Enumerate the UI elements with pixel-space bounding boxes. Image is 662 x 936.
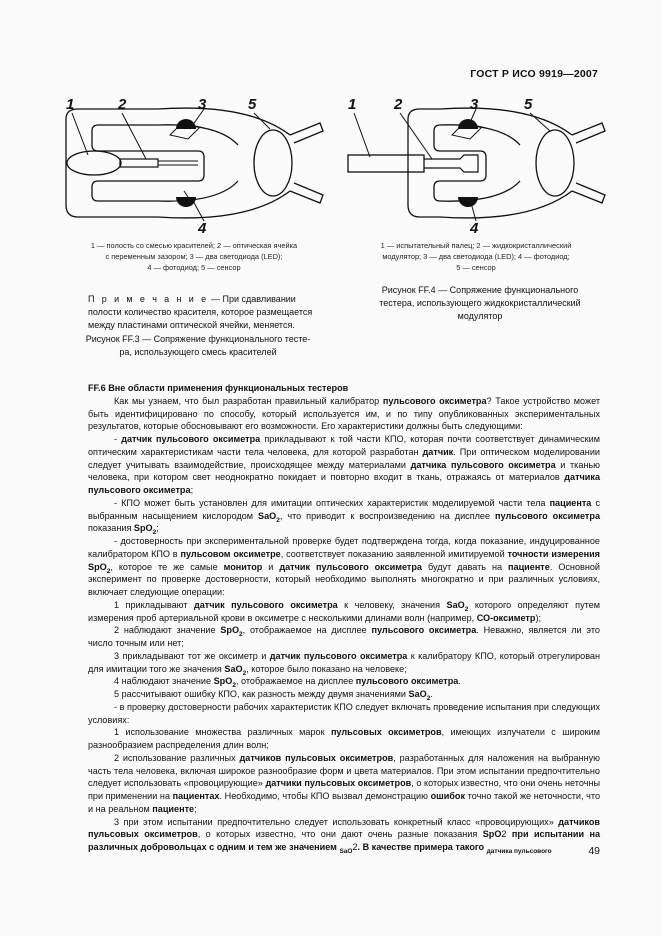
paragraph: 5 рассчитывают ошибку КПО, как разность между двумя значениями SaO$_2$.	[114, 689, 433, 702]
document-header: ГОСТ Р ИСО 9919—2007	[470, 68, 598, 80]
fig4-label-5: 5	[524, 96, 533, 113]
paragraph: 4 наблюдают значение SpO$_2$, отображаемое на дисплее пульсового оксиметра.	[114, 676, 461, 690]
figure-ff3-diagram	[58, 95, 328, 245]
paragraph: - в проверку достоверности рабочих характеристик КПО следует включать проведение испытания при следующих условиях:	[88, 701, 600, 725]
paragraph: 2 наблюдают значение SpO$_2$, отображаемое на дисплее пульсового оксиметра. Неважно, является ли это число точным или нет;	[88, 625, 600, 648]
paragraph: - КПО может быть установлен для имитации оптических характеристик моделируемой части тела пациента с выбранным насыщением кислородом SaO$_2$, что приводит к воспроизведению на дисплее пульсового оксиметра показания SpO$_2$;	[88, 497, 600, 537]
paragraph: - датчик пульсового оксиметра прикладывают к той части КПО, которая почти соответствует динамическим оптическим характеристикам части тела человека, для которой разработан датчик. При оптическом моделировании следует учитывать взаимодействие, происходящее между материалами датчика пульсового оксиметра и тканью человека, при котором свет неоднократно покидает и повторно входит в ткань, отражаясь от материалов датчика пульсового оксиметра;	[88, 434, 600, 495]
fig4-label-4: 4	[470, 220, 479, 237]
section-heading: FF.6 Вне области применения функциональных тестеров	[88, 383, 349, 393]
fig3-label-5: 5	[248, 96, 257, 113]
figure-ff4-diagram	[340, 95, 610, 245]
paragraph: 1 использование множества различных марок пульсовых оксиметров, имеющих излучатели с широким разнообразием распределения длин волн;	[88, 727, 600, 750]
page-number: 49	[588, 845, 600, 857]
fig4-label-2: 2	[394, 96, 403, 113]
fig4-label-3: 3	[470, 96, 479, 113]
fig3-label-4: 4	[198, 220, 207, 237]
paragraph: 2 использование различных датчиков пульсовых оксиметров, разработанных для наложения на выбранную часть тела человека, включая широкое разнообразие форм и цвета материалов. При этом испытании предпочтительно следует использовать «провоцирующие» датчики пульсовых оксиметров, о которых известно, что они очень неточны при применении на пациентах. Необходимо, чтобы КПО вызвал демонстрацию ошибок точно такой же неточности, что и на реальном пациенте;	[88, 752, 601, 814]
paragraph: 3 при этом испытании предпочтительно следует использовать конкретный класс «провоцирующих» датчиков пульсовых оксиметров, о которых известно, что они дают очень разные показания SpO2 при испытании на различных добровольцах с одним и тем же значением $_{SaO}$2. В качестве примера такого $_{датчика пульсового}$	[88, 816, 601, 855]
fig3-label-1: 1	[66, 96, 75, 113]
paragraph: 3 прикладывают тот же оксиметр и датчик пульсового оксиметра к калибратору КПО, который отрегулирован для имитации того же значения SaO$_2$, которое было показано на человеке;	[88, 650, 601, 677]
figure4-caption: Рисунок FF.4 — Сопряжение функционального тестера, использующего жидкокристаллический модулятор	[379, 285, 581, 321]
figure4-legend: 1 — испытательный палец; 2 — жидкокристаллический модулятор; 3 — два светодиода (LED); 4 — фотодиод; 5 — сенсор	[380, 241, 572, 272]
paragraph: 1 прикладывают датчик пульсового оксиметра к человеку, значения SaO$_2$ которого определяют путем измерения проб артериальной крови в оксиметре с несколькими длинами волн (например, СО-оксиметр);	[88, 599, 600, 623]
figure3-legend: 1 — полость со смесью красителей; 2 — оптическая ячейка с переменным зазором; 3 — два светодиода (LED); 4 — фотодиод; 5 — сенсор	[90, 241, 298, 272]
body-text	[88, 382, 600, 854]
fig4-label-1: 1	[348, 96, 357, 113]
figure3-note: П р и м е ч а н и е — При сдавливании полости количество красителя, которое размещается между пластинами оптической ячейки, меняется.	[88, 294, 313, 330]
paragraph: - достоверность при экспериментальной проверке будет подтверждена тогда, когда показание, индуцированное калибратором КПО в пульсовом оксиметре, соответствует показанию заявленной имитируемой точности измерения SpO$_2$, которое те же самые монитор и датчик пульсового оксиметра будут давать на пациенте. Основной эксперимент по проверке достоверности, который необходимо выполнять многократно и при различных условиях, включает следующие операции:	[88, 536, 601, 597]
paragraph: Как мы узнаем, что был разработан правильный калибратор пульсового оксиметра? Такое устройство может быть идентифицировано по способу, который используется им, и по типу опубликованных экспериментальных результатов, которые обосновывают его возможности. Его характеристики должны быть следующими:	[88, 395, 600, 432]
figure3-caption: Рисунок FF.3 — Сопряжение функционального тесте- ра, использующего смесь красителей	[85, 334, 311, 357]
fig3-label-3: 3	[198, 96, 207, 113]
fig3-label-2: 2	[118, 96, 127, 113]
